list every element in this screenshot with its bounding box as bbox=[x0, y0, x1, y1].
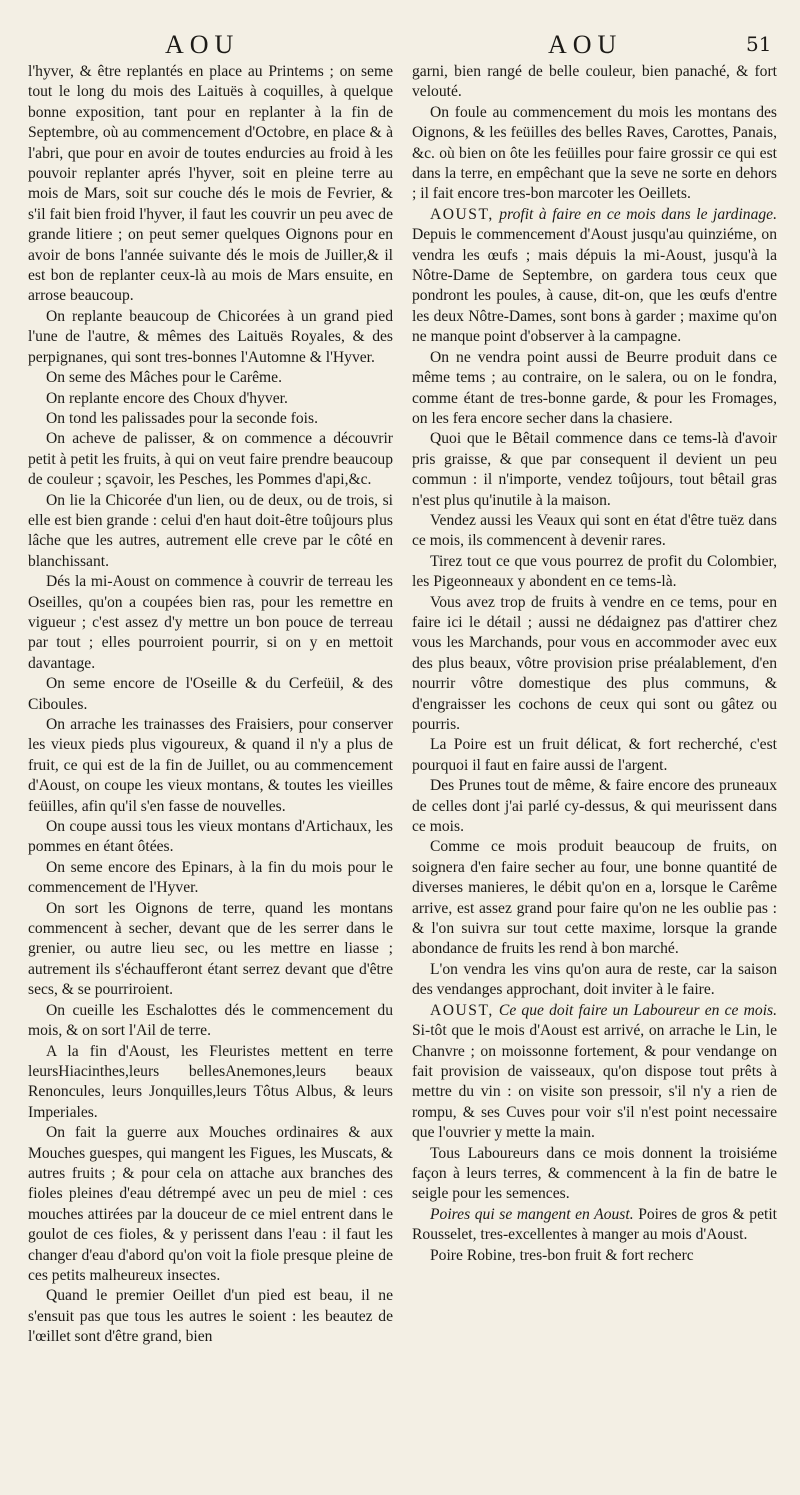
paragraph: On ne vendra point aussi de Beurre produit dans ce même tems ; au contraire, on le salera, ou on le fondra, comme étant de tres-bonne garde, & pour les Fromages, on les fera encore secher dans la chasiere. bbox=[412, 348, 777, 427]
paragraph: On tond les palissades pour la seconde fois. bbox=[46, 409, 318, 427]
section-profit-jardinage bbox=[412, 205, 777, 348]
paragraph: On seme encore de l'Oseille & du Cerfeüil, & des Ciboules. bbox=[28, 675, 393, 713]
paragraph: Vous avez trop de fruits à vendre en ce tems, pour en faire ici le détail ; aussi ne dédaignez pas d'attirer chez vous les Marchands, pour vous en accommoder avec eux des plus beaux, vôtre provision prise préalablement, d'en nourrir vôtre domestique des plus communs, & d'engraisser les cochons de ceux qui sont ou gâtez ou pourris. bbox=[412, 593, 777, 733]
paragraph: On seme encore des Epinars, à la fin du mois pour le commencement de l'Hyver. bbox=[28, 858, 393, 897]
paragraph: A la fin d'Aoust, les Fleuristes mettent en terre leursHiacinthes,leurs bellesAnemones,leurs beaux Renoncules, leurs Jonquilles,leurs Tôtus Albus, & leurs Imperiales. bbox=[28, 1042, 393, 1121]
paragraph: l'hyver, & être replantés en place au Printems ; on seme tout le long du mois des Laituës à coquilles, à quelque bonne exposition, tant pour en replanter à la fin de Septembre, où au commencement d'Octobre, en place & à l'abri, que pour en avoir de toutes endurcies au froid à les pouvoir replanter aprés l'hyver, soit en pleine terre au mois de Mars, soit sur couche dés le mois de Fevrier, & s'il fait bien froid l'hyver, il faut les couvrir un peu avec de grande litiere ; on peut semer quelques Oignons pour en avoir de bons l'année suivante dés le mois de Juiller,& il est bon de replanter ceux-là au mois de Mars ensuite, en arrose beaucoup. bbox=[28, 63, 393, 305]
paragraph: On foule au commencement du mois les montans des Oignons, & les feüilles des belles Raves, Carottes, Panais, &c. où bien on ôte les feüilles pour faire grossir ce qui est dans la terre, en empêchant que la seve ne sorte en dehors ; il fait encore tres-bon marcoter les Oeillets. bbox=[412, 103, 777, 203]
paragraph: On sort les Oignons de terre, quand les montans commencent à secher, devant que de les serrer dans le grenier, ou autre lieu sec, ou les mettre en liasse ; autrement ils s'échaufferont étant serrez devant que d'être secs, & se pourriroient. bbox=[28, 899, 393, 999]
paragraph: On coupe aussi tous les vieux montans d'Artichaux, les pommes en étant ôtées. bbox=[28, 818, 393, 856]
paragraph: garni, bien rangé de belle couleur, bien panaché, & fort velouté. bbox=[412, 63, 777, 101]
paragraph: Vendez aussi les Veaux qui sont en état d'être tuëz dans ce mois, ils commencent à devenir rares. bbox=[412, 511, 777, 550]
section-heading: AOUST, bbox=[430, 1001, 494, 1019]
running-head-left: AOU bbox=[165, 30, 240, 59]
paragraph: Dés la mi-Aoust on commence à couvrir de terreau les Oseilles, qu'on a coupées bien ras, pour les remettre en vigueur ; c'est assez d'y mettre un bon pouce de terreau par tout ; elles pourroient pourrir, si on y en mettoit davantage. bbox=[28, 573, 393, 672]
paragraph: On lie la Chicorée d'un lien, ou de deux, ou de trois, si elle est bien grande : celui d'en haut doit-être toûjours plus lâche que les autres, autrement elle creve par le côté en blanchissant. bbox=[28, 491, 393, 570]
paragraph: Tirez tout ce que vous pourrez de profit du Colombier, les Pigeonneaux y abondent en ce tems-là. bbox=[412, 552, 777, 591]
paragraph: La Poire est un fruit délicat, & fort recherché, c'est pourquoi il faut en faire aussi de l'argent. bbox=[412, 736, 777, 774]
paragraph: Tous Laboureurs dans ce mois donnent la troisiéme façon à leurs terres, & commencent à la fin de batre le seigle pour les semences. bbox=[412, 1144, 777, 1203]
paragraph: On replante beaucoup de Chicorées à un grand pied l'une de l'autre, & mêmes des Laituës Royales, & des perpignanes, qui sont tres-bonnes l'Automne & l'Hyver. bbox=[28, 307, 393, 366]
page-number: 51 bbox=[746, 32, 772, 56]
left-column bbox=[28, 62, 393, 1348]
section-text: Depuis le commencement d'Aoust jusqu'au quinziéme, on vendra les œufs ; mais dépuis la mi-Aoust, jusqu'à la Nôtre-Dame de Septembre, on gardera tous ceux que pondront les poules, à cause, dit-on, que les œufs d'entre les deux Nôtre-Dames, sont bons à garder ; maxime qu'on ne manque point d'observer à la campagne. bbox=[412, 226, 777, 346]
section-subtitle: Ce que doit faire un Laboureur en ce mois. bbox=[498, 1001, 777, 1019]
paragraph: Quand le premier Oeillet d'un pied est beau, il ne s'ensuit pas que tous les autres le soient : les beautez de l'œillet sont d'être grand, bien bbox=[28, 1287, 393, 1346]
section-heading: AOUST, bbox=[430, 205, 494, 223]
paragraph: L'on vendra les vins qu'on aura de reste, car la saison des vendanges approchant, doit inviter à le faire. bbox=[412, 960, 777, 999]
section-subtitle: profit à faire en ce mois dans le jardinage. bbox=[499, 205, 777, 223]
paragraph: Comme ce mois produit beaucoup de fruits, on soignera d'en faire secher au four, une bonne quantité de diverses manieres, le débit qu'on en a, lorsque le Carême arrive, est assez grand pour faire qu'on ne les oublie pas : & l'on suivra sur tout cette maxime, lorsque la grande abondance de fruits les rend à bon marché. bbox=[412, 838, 777, 958]
paragraph: On arrache les trainasses des Fraisiers, pour conserver les vieux pieds plus vigoureux, & quand il n'y a plus de fruit, ce qui est de la fin de Juillet, ou au commencement d'Aoust, on coupe les vieux montans, & toutes les vieilles feüilles, afin qu'il s'en fasse de nouvelles. bbox=[28, 716, 393, 815]
section-subtitle: Poires qui se mangent en Aoust. bbox=[430, 1205, 634, 1223]
paragraph: On acheve de palisser, & on commence a découvrir petit à petit les fruits, à qui on veut faire prendre beaucoup de couleur ; sçavoir, les Pesches, les Pommes d'api,&c. bbox=[28, 430, 393, 489]
paragraph: On seme des Mâches pour le Carême. bbox=[46, 369, 282, 387]
paragraph: Quoi que le Bêtail commence dans ce tems-là d'avoir pris graisse, & que par consequent il devient un peu commun : il n'importe, vendez toûjours, tout bêtail gras n'est plus qu'inutile à la maison. bbox=[412, 430, 777, 509]
section-laboureur bbox=[412, 1001, 777, 1144]
paragraph: On fait la guerre aux Mouches ordinaires & aux Mouches guespes, qui mangent les Figues, les Muscats, & autres fruits ; & pour cela on attache aux branches des fioles pleines d'eau détrempé avec un peu de miel : ces mouches attirées par la douceur de ce miel entrent dans le goulot de ces fioles, & y perissent dans l'eau : il faut les changer d'eau d'abord qu'on voit la fiole presque pleine de ces petits malheureux insectes. bbox=[28, 1124, 393, 1284]
paragraph: Des Prunes tout de même, & faire encore des pruneaux de celles dont j'ai parlé cy-dessus, & qui meurissent dans ce mois. bbox=[412, 777, 777, 836]
right-column bbox=[412, 62, 777, 1266]
paragraph: Poire Robine, tres-bon fruit & fort recherc bbox=[430, 1246, 694, 1264]
paragraph: On cueille les Eschalottes dés le commencement du mois, & on sort l'Ail de terre. bbox=[28, 1001, 393, 1040]
running-head-right: AOU bbox=[548, 30, 623, 59]
section-text: Poires de gros & petit Rousselet, tres-excellentes à manger au mois d'Aoust. bbox=[412, 1205, 777, 1244]
section-poires bbox=[412, 1205, 777, 1246]
section-text: Si-tôt que le mois d'Aoust est arrivé, on arrache le Lin, le Chanvre ; on moissonne fortement, & pour vendange on fait provision de vaisseaux, qu'on dispose tout prêts à mettre du vin : on visite son pressoir, s'il n'y a rien de rompu, & ses Cuves pour voir s'il n'est point necessaire que l'ouvrier y mette la main. bbox=[412, 1022, 777, 1142]
paragraph: On replante encore des Choux d'hyver. bbox=[46, 389, 288, 407]
